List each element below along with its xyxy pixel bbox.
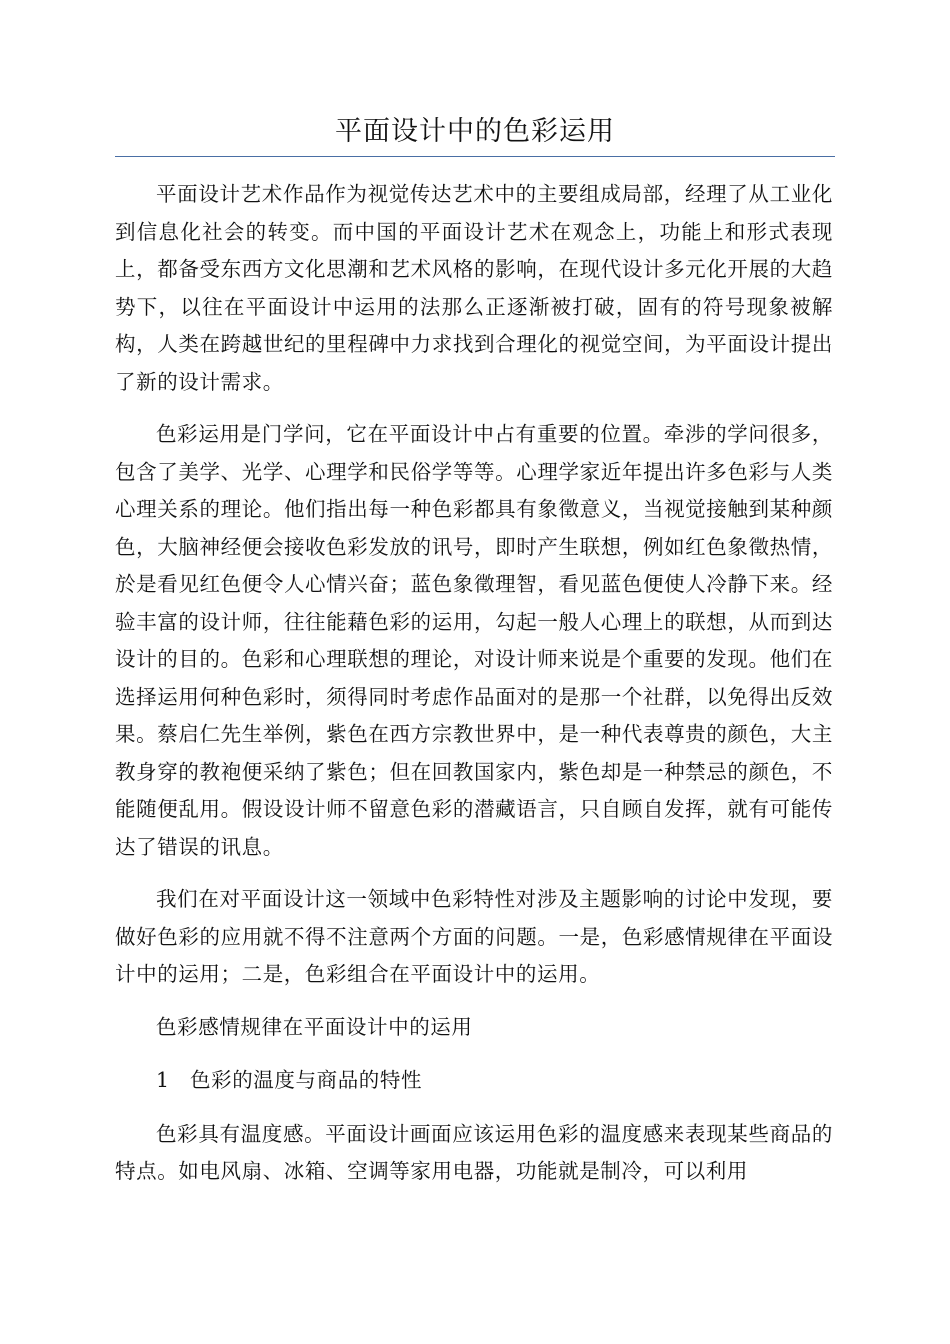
subsection-heading (115, 1062, 833, 1100)
paragraph-color-temperature: 色彩具有温度感。平面设计画面应该运用色彩的温度感来表现某些商品的特点。如电风扇、冰箱、空调等家用电器，功能就是制冷，可以利用 (115, 1121, 833, 1183)
page-title: 平面设计中的色彩运用 (335, 116, 615, 147)
paragraph-color-psychology: 色彩运用是门学问，它在平面设计中占有重要的位置。牵涉的学问很多，包含了美学、光学、心理学和民俗学等等。心理学家近年提出许多色彩与人类心理关系的理论。他们指出每一种色彩都具有象徵意义，当视觉接触到某种颜色，大脑神经便会接收色彩发放的讯号，即时产生联想，例如红色象徵热情，於是看见红色便令人心情兴奋；蓝色象徵理智，看见蓝色便使人冷静下来。经验丰富的设计师，往往能藉色彩的运用，勾起一般人心理上的联想，从而到达设计的目的。色彩和心理联想的理论，对设计师来说是个重要的发现。他们在选择运用何种色彩时，须得同时考虑作品面对的是那一个社群，以免得出反效果。蔡启仁先生举例，紫色在西方宗教世界中，是一种代表尊贵的颜色，大主教身穿的教袍便采纳了紫色；但在回教国家内，紫色却是一种禁忌的颜色，不能随便乱用。假设设计师不留意色彩的潜藏语言，只自顾自发挥，就有可能传达了错误的讯息。 (115, 422, 833, 859)
section-heading: 色彩感情规律在平面设计中的运用 (156, 1014, 473, 1039)
title-underline (115, 108, 835, 157)
document-body (115, 176, 833, 1206)
subsection-title: 色彩的温度与商品的特性 (190, 1068, 423, 1092)
paragraph-intro: 平面设计艺术作品作为视觉传达艺术中的主要组成局部，经理了从工业化到信息化社会的转变。而中国的平面设计艺术在观念上，功能上和形式表现上，都备受东西方文化思潮和艺术风格的影响，在现代设计多元化开展的大趋势下，以往在平面设计中运用的法那么正逐渐被打破，固有的符号现象被解构，人类在跨越世纪的里程碑中力求找到合理化的视觉空间，为平面设计提出了新的设计需求。 (115, 182, 833, 394)
paragraph-two-aspects: 我们在对平面设计这一领域中色彩特性对涉及主题影响的讨论中发现，要做好色彩的应用就不得不注意两个方面的问题。一是，色彩感情规律在平面设计中的运用；二是，色彩组合在平面设计中的运用。 (115, 887, 833, 986)
subsection-number: 1 (156, 1068, 170, 1092)
